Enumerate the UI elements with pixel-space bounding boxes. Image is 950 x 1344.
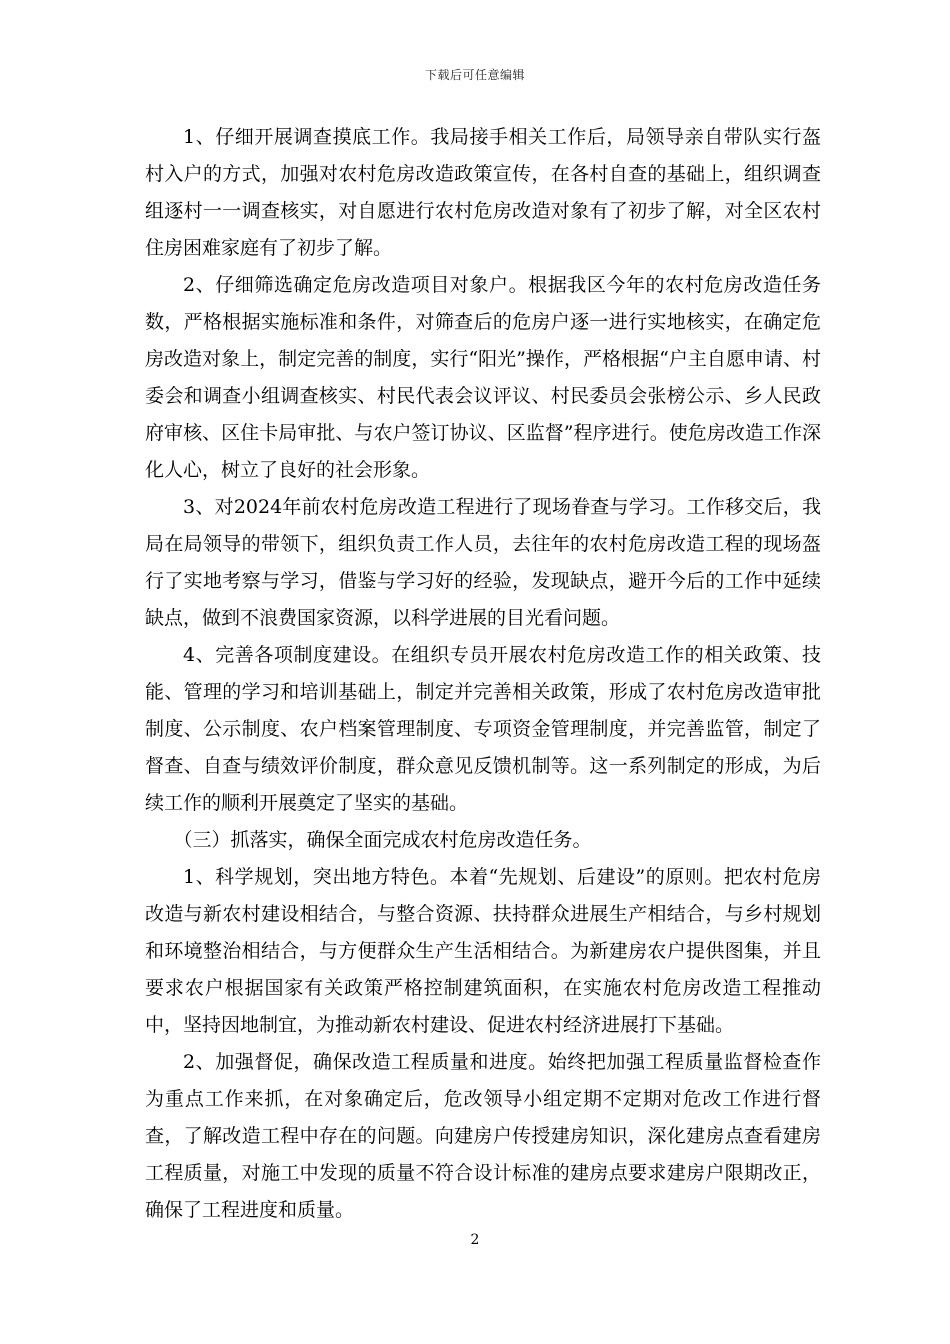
page-header: 下载后可任意编辑 [424,68,525,82]
paragraph-3: 3、对2024年前农村危房改造工程进行了现场眷查与学习。工作移交后，我局在局领导的带领下，组织负责工作人员，去往年的农村危房改造工程的现场盔行了实地考察与学习，借鉴与学习好的经验，发现缺点，避开今后的工作中延续缺点，做到不浪费国家资源，以科学进展的目光看问题。 [145,496,821,629]
section-heading: （三）抓落实，确保全面完成农村危房改造任务。 [173,829,592,851]
page-number: 2 [470,1232,480,1248]
document-body [145,119,821,1229]
paragraph-1: 1、仔细开展调查摸底工作。我局接手相关工作后，局领导亲自带队实行盔村入户的方式，加强对农村危房改造政策宣传，在各村自查的基础上，组织调查组逐村一一调查核实，对自愿进行农村危房改造对象有了初步了解，对全区农村住房困难家庭有了初步了解。 [145,126,821,259]
paragraph-6: 2、加强督促，确保改造工程质量和进度。始终把加强工程质量监督检查作为重点工作来抓，在对象确定后，危改领导小组定期不定期对危改工作进行督查，了解改造工程中存在的问题。向建房户传授建房知识，深化建房点查看建房工程质量，对施工中发现的质量不符合设计标准的建房点要求建房户限期改正，确保了工程进度和质量。 [145,1051,821,1221]
paragraph-2: 2、仔细筛选确定危房改造项目对象户。根据我区今年的农村危房改造任务数，严格根据实施标准和条件，对筛查后的危房户逐一进行实地核实，在确定危房改造对象上，制定完善的制度，实行“阳光”操作，严格根据“户主自愿申请、村委会和调查小组调查核实、村民代表会议评议、村民委员会张榜公示、乡人民政府审核、区住卡局审批、与农户签订协议、区监督”程序进行。使危房改造工作深化人心，树立了良好的社会形象。 [145,274,821,481]
paragraph-4: 4、完善各项制度建设。在组织专员开展农村危房改造工作的相关政策、技能、管理的学习和培训基础上，制定并完善相关政策，形成了农村危房改造审批制度、公示制度、农户档案管理制度、专项资金管理制度，并完善监管，制定了督查、自查与绩效评价制度，群众意见反馈机制等。这一系列制定的形成，为后续工作的顺利开展奠定了坚实的基础。 [145,644,821,814]
paragraph-5: 1、科学规划，突出地方特色。本着“先规划、后建设”的原则。把农村危房改造与新农村建设相结合，与整合资源、扶持群众进展生产相结合，与乡村规划和环境整治相结合，与方便群众生产生活相结合。为新建房农户提供图集，并且要求农户根据国家有关政策严格控制建筑面积，在实施农村危房改造工程推动中，坚持因地制宜，为推动新农村建设、促进农村经济进展打下基础。 [145,866,821,1036]
